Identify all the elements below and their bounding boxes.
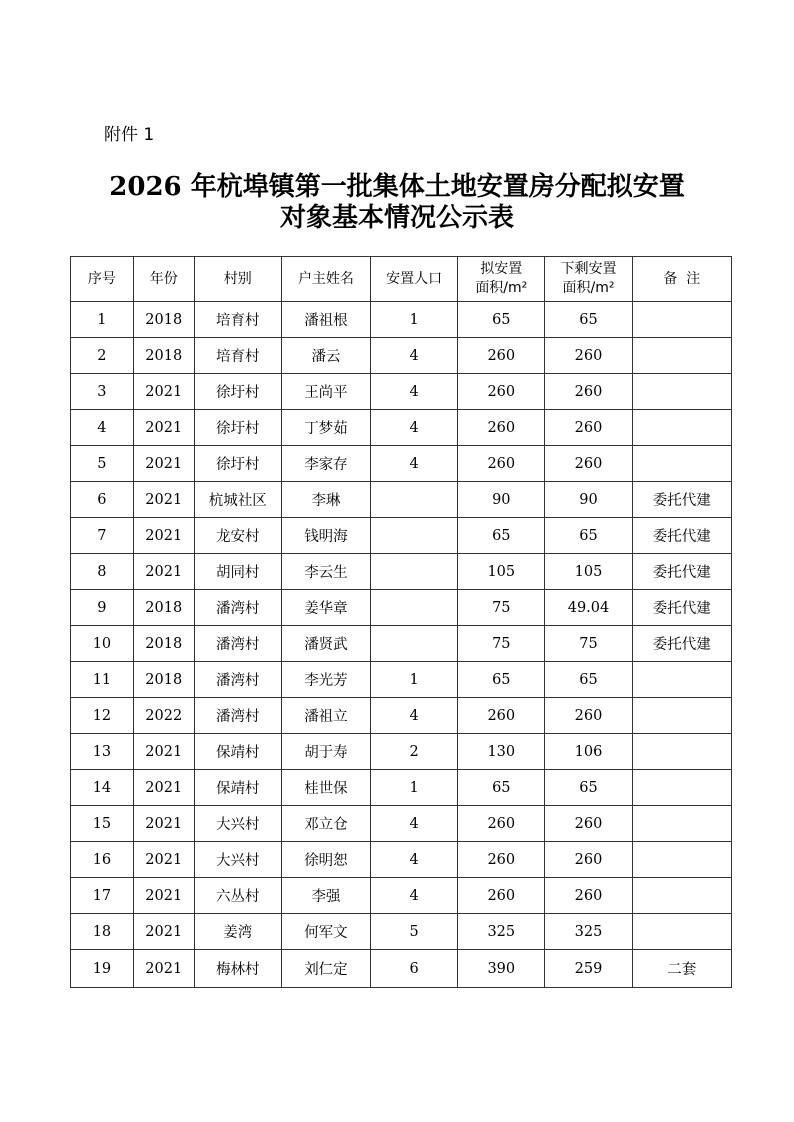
cell-village: 杭城社区 bbox=[194, 482, 281, 518]
cell-pop: 4 bbox=[371, 410, 458, 446]
cell-head: 潘贤武 bbox=[281, 626, 370, 662]
cell-pop: 4 bbox=[371, 446, 458, 482]
cell-area: 260 bbox=[458, 806, 545, 842]
table-row bbox=[71, 410, 732, 446]
cell-head: 潘云 bbox=[281, 338, 370, 374]
cell-no: 14 bbox=[71, 770, 134, 806]
cell-remain: 75 bbox=[545, 626, 632, 662]
cell-village: 潘湾村 bbox=[194, 590, 281, 626]
cell-year: 2018 bbox=[133, 590, 194, 626]
cell-year: 2018 bbox=[133, 662, 194, 698]
cell-area: 65 bbox=[458, 662, 545, 698]
cell-year: 2022 bbox=[133, 698, 194, 734]
cell-remain: 260 bbox=[545, 878, 632, 914]
cell-no: 18 bbox=[71, 914, 134, 950]
cell-note bbox=[632, 878, 731, 914]
cell-remain: 65 bbox=[545, 770, 632, 806]
cell-head: 李琳 bbox=[281, 482, 370, 518]
allocation-table bbox=[70, 256, 732, 988]
cell-no: 19 bbox=[71, 950, 134, 988]
cell-pop bbox=[371, 482, 458, 518]
cell-village: 大兴村 bbox=[194, 842, 281, 878]
table-row bbox=[71, 626, 732, 662]
cell-head: 丁梦茹 bbox=[281, 410, 370, 446]
cell-village: 保靖村 bbox=[194, 770, 281, 806]
cell-note: 委托代建 bbox=[632, 590, 731, 626]
cell-year: 2018 bbox=[133, 338, 194, 374]
cell-no: 5 bbox=[71, 446, 134, 482]
cell-head: 李光芳 bbox=[281, 662, 370, 698]
cell-remain: 90 bbox=[545, 482, 632, 518]
cell-year: 2021 bbox=[133, 842, 194, 878]
col-header-note: 备 注 bbox=[632, 257, 731, 302]
cell-area: 75 bbox=[458, 590, 545, 626]
cell-area: 260 bbox=[458, 374, 545, 410]
cell-area: 260 bbox=[458, 410, 545, 446]
table-row bbox=[71, 662, 732, 698]
table-row bbox=[71, 482, 732, 518]
cell-no: 13 bbox=[71, 734, 134, 770]
cell-village: 徐圩村 bbox=[194, 446, 281, 482]
cell-note bbox=[632, 698, 731, 734]
cell-area: 65 bbox=[458, 302, 545, 338]
cell-remain: 260 bbox=[545, 446, 632, 482]
cell-head: 钱明海 bbox=[281, 518, 370, 554]
cell-note bbox=[632, 662, 731, 698]
cell-year: 2021 bbox=[133, 878, 194, 914]
cell-head: 姜华章 bbox=[281, 590, 370, 626]
cell-year: 2021 bbox=[133, 734, 194, 770]
cell-pop: 1 bbox=[371, 662, 458, 698]
cell-note bbox=[632, 914, 731, 950]
cell-remain: 65 bbox=[545, 518, 632, 554]
cell-village: 大兴村 bbox=[194, 806, 281, 842]
cell-no: 2 bbox=[71, 338, 134, 374]
table-row bbox=[71, 590, 732, 626]
col-header-area-line2: 面积/m² bbox=[475, 280, 528, 296]
cell-head: 徐明恕 bbox=[281, 842, 370, 878]
cell-year: 2021 bbox=[133, 410, 194, 446]
cell-no: 3 bbox=[71, 374, 134, 410]
cell-area: 75 bbox=[458, 626, 545, 662]
table-row bbox=[71, 446, 732, 482]
cell-village: 徐圩村 bbox=[194, 410, 281, 446]
cell-village: 梅林村 bbox=[194, 950, 281, 988]
cell-pop: 1 bbox=[371, 302, 458, 338]
cell-head: 潘祖根 bbox=[281, 302, 370, 338]
col-header-remain-line1: 下剩安置 bbox=[560, 261, 617, 277]
cell-head: 李强 bbox=[281, 878, 370, 914]
cell-head: 胡于寿 bbox=[281, 734, 370, 770]
cell-village: 潘湾村 bbox=[194, 662, 281, 698]
cell-head: 李云生 bbox=[281, 554, 370, 590]
col-header-head: 户主姓名 bbox=[281, 257, 370, 302]
cell-pop bbox=[371, 590, 458, 626]
cell-no: 15 bbox=[71, 806, 134, 842]
table-row bbox=[71, 302, 732, 338]
cell-remain: 65 bbox=[545, 662, 632, 698]
cell-pop bbox=[371, 626, 458, 662]
col-header-pop: 安置人口 bbox=[371, 257, 458, 302]
cell-pop: 4 bbox=[371, 806, 458, 842]
cell-village: 姜湾 bbox=[194, 914, 281, 950]
cell-note bbox=[632, 302, 731, 338]
table-row bbox=[71, 554, 732, 590]
table-row bbox=[71, 338, 732, 374]
cell-area: 260 bbox=[458, 878, 545, 914]
attachment-label: 附件 1 bbox=[104, 125, 155, 145]
cell-note bbox=[632, 770, 731, 806]
cell-area: 65 bbox=[458, 770, 545, 806]
cell-pop: 4 bbox=[371, 878, 458, 914]
cell-year: 2021 bbox=[133, 518, 194, 554]
col-header-year: 年份 bbox=[133, 257, 194, 302]
cell-village: 潘湾村 bbox=[194, 698, 281, 734]
cell-area: 260 bbox=[458, 698, 545, 734]
cell-head: 潘祖立 bbox=[281, 698, 370, 734]
cell-area: 105 bbox=[458, 554, 545, 590]
cell-village: 胡同村 bbox=[194, 554, 281, 590]
cell-remain: 260 bbox=[545, 338, 632, 374]
cell-note: 委托代建 bbox=[632, 554, 731, 590]
cell-pop bbox=[371, 518, 458, 554]
cell-area: 390 bbox=[458, 950, 545, 988]
table-row bbox=[71, 842, 732, 878]
page-title-line1: 2026 年杭埠镇第一批集体土地安置房分配拟安置 bbox=[109, 172, 685, 202]
cell-village: 徐圩村 bbox=[194, 374, 281, 410]
cell-area: 65 bbox=[458, 518, 545, 554]
cell-remain: 260 bbox=[545, 842, 632, 878]
col-header-area-line1: 拟安置 bbox=[480, 261, 523, 277]
cell-year: 2021 bbox=[133, 770, 194, 806]
table-row bbox=[71, 734, 732, 770]
cell-pop: 1 bbox=[371, 770, 458, 806]
cell-head: 李家存 bbox=[281, 446, 370, 482]
table-row bbox=[71, 950, 732, 988]
cell-no: 7 bbox=[71, 518, 134, 554]
cell-village: 六丛村 bbox=[194, 878, 281, 914]
cell-note bbox=[632, 806, 731, 842]
col-header-village: 村别 bbox=[194, 257, 281, 302]
cell-remain: 260 bbox=[545, 806, 632, 842]
cell-no: 1 bbox=[71, 302, 134, 338]
table-row bbox=[71, 518, 732, 554]
cell-note: 二套 bbox=[632, 950, 731, 988]
cell-head: 刘仁定 bbox=[281, 950, 370, 988]
cell-year: 2021 bbox=[133, 554, 194, 590]
col-header-area bbox=[458, 257, 545, 302]
cell-remain: 105 bbox=[545, 554, 632, 590]
table-row bbox=[71, 878, 732, 914]
cell-note bbox=[632, 374, 731, 410]
table-row bbox=[71, 374, 732, 410]
cell-no: 4 bbox=[71, 410, 134, 446]
table-body bbox=[71, 302, 732, 988]
cell-year: 2021 bbox=[133, 446, 194, 482]
cell-area: 260 bbox=[458, 446, 545, 482]
cell-no: 12 bbox=[71, 698, 134, 734]
cell-remain: 260 bbox=[545, 698, 632, 734]
cell-pop: 5 bbox=[371, 914, 458, 950]
cell-note bbox=[632, 842, 731, 878]
cell-no: 11 bbox=[71, 662, 134, 698]
cell-pop: 2 bbox=[371, 734, 458, 770]
cell-area: 260 bbox=[458, 338, 545, 374]
table-row bbox=[71, 806, 732, 842]
cell-year: 2021 bbox=[133, 482, 194, 518]
cell-no: 10 bbox=[71, 626, 134, 662]
cell-note bbox=[632, 734, 731, 770]
cell-no: 9 bbox=[71, 590, 134, 626]
cell-note bbox=[632, 338, 731, 374]
cell-pop: 4 bbox=[371, 842, 458, 878]
cell-village: 保靖村 bbox=[194, 734, 281, 770]
cell-year: 2021 bbox=[133, 914, 194, 950]
col-header-no: 序号 bbox=[71, 257, 134, 302]
cell-year: 2021 bbox=[133, 950, 194, 988]
cell-year: 2021 bbox=[133, 806, 194, 842]
cell-pop: 6 bbox=[371, 950, 458, 988]
cell-pop: 4 bbox=[371, 338, 458, 374]
table-row bbox=[71, 914, 732, 950]
cell-no: 6 bbox=[71, 482, 134, 518]
cell-year: 2021 bbox=[133, 374, 194, 410]
col-header-remain-line2: 面积/m² bbox=[562, 280, 615, 296]
cell-pop: 4 bbox=[371, 698, 458, 734]
cell-village: 培育村 bbox=[194, 302, 281, 338]
cell-pop bbox=[371, 554, 458, 590]
cell-head: 王尚平 bbox=[281, 374, 370, 410]
col-header-remain bbox=[545, 257, 632, 302]
cell-remain: 65 bbox=[545, 302, 632, 338]
cell-remain: 260 bbox=[545, 410, 632, 446]
cell-note bbox=[632, 410, 731, 446]
cell-head: 桂世保 bbox=[281, 770, 370, 806]
cell-year: 2018 bbox=[133, 302, 194, 338]
cell-remain: 106 bbox=[545, 734, 632, 770]
cell-remain: 325 bbox=[545, 914, 632, 950]
cell-village: 潘湾村 bbox=[194, 626, 281, 662]
cell-head: 邓立仓 bbox=[281, 806, 370, 842]
cell-remain: 259 bbox=[545, 950, 632, 988]
cell-village: 培育村 bbox=[194, 338, 281, 374]
table-header-row bbox=[71, 257, 732, 302]
cell-pop: 4 bbox=[371, 374, 458, 410]
cell-note bbox=[632, 446, 731, 482]
cell-note: 委托代建 bbox=[632, 518, 731, 554]
cell-village: 龙安村 bbox=[194, 518, 281, 554]
cell-area: 260 bbox=[458, 842, 545, 878]
page-title-line2: 对象基本情况公示表 bbox=[279, 203, 514, 233]
cell-area: 90 bbox=[458, 482, 545, 518]
cell-no: 17 bbox=[71, 878, 134, 914]
cell-no: 16 bbox=[71, 842, 134, 878]
cell-area: 130 bbox=[458, 734, 545, 770]
cell-remain: 49.04 bbox=[545, 590, 632, 626]
cell-no: 8 bbox=[71, 554, 134, 590]
cell-note: 委托代建 bbox=[632, 626, 731, 662]
cell-head: 何军文 bbox=[281, 914, 370, 950]
table-row bbox=[71, 770, 732, 806]
cell-note: 委托代建 bbox=[632, 482, 731, 518]
cell-remain: 260 bbox=[545, 374, 632, 410]
cell-area: 325 bbox=[458, 914, 545, 950]
cell-year: 2018 bbox=[133, 626, 194, 662]
table-row bbox=[71, 698, 732, 734]
